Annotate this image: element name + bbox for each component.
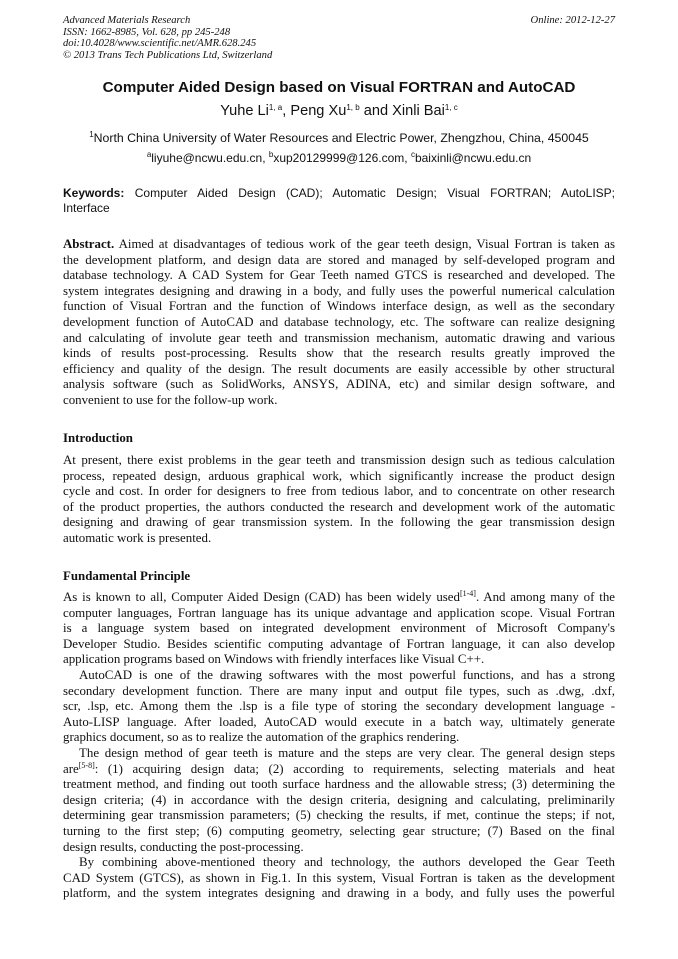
author-affil-sup: 1, c [444, 103, 458, 112]
email-sup: a [146, 150, 152, 159]
email-separator: , [404, 151, 411, 165]
email-separator: , [262, 151, 269, 165]
abstract-line: analysis software (such as SolidWorks, ANSYS, ADINA, etc) and similar design software, and [63, 377, 615, 392]
text-run: : (1) acquiring design data; (2) according to requirements, selecting materials and heat [94, 761, 615, 776]
introduction-line: cycle and cost. In order for designers to free from tedious labor, and to concentrate on other research [63, 484, 615, 499]
fundamental-line: design results, conducting the post-processing. [63, 839, 304, 854]
affiliation-sup: 1 [89, 130, 94, 139]
author-list [63, 102, 615, 120]
section-heading-introduction: Introduction [63, 431, 133, 445]
introduction-line: process, repeated design, arduous graphical work, which significantly increase the product design [63, 468, 615, 483]
abstract-line: efficiency and quality of the design. The result documents are easily accessible by other structural [63, 361, 615, 376]
email-address: baixinli@ncwu.edu.cn [414, 151, 532, 165]
fundamental-line: Auto-LISP language. After loaded, AutoCAD would execute in a batch way, ultimately generate [63, 714, 615, 729]
affiliation-text: North China University of Water Resources and Electric Power, Zhengzhou, China, 450045 [93, 131, 589, 145]
fundamental-line: platform, and the system integrates designing and drawing in a body, and fully uses the powerful [63, 886, 615, 901]
keywords-line: Interface [63, 201, 110, 215]
fundamental-line: treatment method, and finding out tooth surface hardness and the allowable stress; (3) determining the [63, 777, 615, 792]
author-emails [63, 151, 615, 166]
citation-ref: [1-4] [459, 589, 476, 598]
abstract-line: kinds of results post-processing. Results show that the research results greatly improved the [63, 346, 615, 361]
keywords-line [63, 186, 615, 201]
abstract-line: system integrates designing and drawing in a body, and fully uses the powerful numerical calculation [63, 283, 615, 298]
abstract-line: and calculating of involute gear teeth and transmission mechanism, automatic drawing and various [63, 330, 615, 345]
introduction-line: automatic work is presented. [63, 530, 212, 545]
fundamental-line: design criteria; (4) in accordance with the design criteria, designing and calculating, preliminarily [63, 792, 615, 807]
email-address: xup20129999@126.com [273, 151, 405, 165]
author-name: Xinli Bai [392, 103, 445, 119]
email-sup: c [410, 150, 415, 159]
fundamental-line: Developer Studio. Besides scientific computing advantage of Fortran language, it can also develop [63, 636, 615, 651]
author-name: Yuhe Li [220, 103, 269, 119]
fundamental-line [63, 590, 615, 606]
introduction-paragraph [63, 453, 615, 547]
citation-ref: [5-8] [78, 760, 95, 770]
journal-issn: ISSN: 1662-8985, Vol. 628, pp 245-248 [63, 26, 231, 38]
fundamental-line [63, 762, 615, 778]
abstract [63, 237, 615, 409]
abstract-line: convenient to use for the follow-up work. [63, 392, 278, 407]
fundamental-line: CAD System (GTCS), as shown in Fig.1. In this system, Visual Fortran is taken as the development [63, 870, 615, 885]
keywords-label: Keywords: [63, 186, 125, 200]
abstract-line: development function of AutoCAD and database technology, etc. The software can realize designing [63, 314, 615, 329]
fundamental-line: is a language system based on integrated development environment of Microsoft Company's [63, 621, 615, 636]
paper-title: Computer Aided Design based on Visual FORTRAN and AutoCAD [102, 79, 576, 96]
abstract-label: Abstract. [63, 237, 115, 251]
abstract-text: Aimed at disadvantages of tedious work of the gear teeth design, Visual Fortran is taken as [114, 237, 615, 251]
fundamental-line: AutoCAD is one of the drawing softwares with the most powerful functions, and has a strong [79, 667, 615, 682]
text-run: are [63, 761, 79, 776]
fundamental-line: turning to the first step; (6) computing geometry, selecting gear structure; (7) Based on the final [63, 823, 615, 838]
fundamental-line: scr, .lsp, etc. Among them the .lsp is a file type of storing the secondary development language - [63, 699, 615, 714]
text-run: As is known to all, Computer Aided Design (CAD) has been widely used [63, 590, 460, 604]
fundamental-line: The design method of gear teeth is mature and the steps are very clear. The general design steps [79, 745, 615, 760]
affiliation [63, 131, 615, 146]
author-separator: and [359, 103, 393, 119]
keywords [63, 186, 615, 216]
fundamental-line: determining gear transmission parameters; (5) checking the results, if met, continue the steps; if not, [63, 808, 615, 823]
introduction-line: At present, there exist problems in the gear teeth and transmission design such as tedious calculation [63, 453, 615, 467]
abstract-line [63, 237, 615, 253]
email-address: liyuhe@ncwu.edu.cn [151, 151, 263, 165]
author-separator: , [282, 103, 291, 119]
fundamental-line: application programs based on Windows with friendly interfaces like Visual C++. [63, 652, 485, 667]
journal-copyright: © 2013 Trans Tech Publications Ltd, Switzerland [63, 49, 273, 61]
section-heading-fundamental: Fundamental Principle [63, 569, 191, 583]
author-affil-sup: 1, a [268, 103, 283, 112]
introduction-line: of the product properties, the authors conducted the research and development work of the automatic [63, 499, 615, 514]
abstract-line: database technology. A CAD System for Gear Teeth named GTCS is researched and developed. The [63, 268, 615, 283]
author-affil-sup: 1, b [346, 103, 360, 112]
email-sup: b [268, 150, 274, 159]
introduction-line: designing and drawing of gear transmission system. In the following the gear transmission design [63, 515, 615, 530]
journal-header [63, 15, 615, 61]
fundamental-line: By combining above-mentioned theory and technology, the authors developed the Gear Teeth [79, 855, 615, 870]
fundamental-line: graphics document, so as to realize the automation of the graphics rendering. [63, 730, 460, 745]
text-run: . And among many of the [475, 590, 615, 604]
journal-name: Advanced Materials Research [63, 15, 191, 26]
fundamental-line: computer languages, Fortran language has its unique advantage and application scope. Visual Fortran [63, 605, 615, 620]
journal-doi: doi:10.4028/www.scientific.net/AMR.628.245 [63, 38, 257, 49]
author-name: Peng Xu [290, 103, 347, 119]
abstract-line: the development platform, and design data are stored and managed by self-developed program and [63, 252, 615, 267]
abstract-line: function of Visual Fortran and the function of Windows interface design, as well as the secondary [63, 299, 615, 314]
online-date: Online: 2012-12-27 [530, 15, 615, 26]
fundamental-section [63, 590, 615, 902]
keywords-text: Computer Aided Design (CAD); Automatic Design; Visual FORTRAN; AutoLISP; [124, 186, 615, 200]
fundamental-line: secondary development function. There are many input and output file types, such as .dwg, .dxf, [63, 683, 615, 698]
